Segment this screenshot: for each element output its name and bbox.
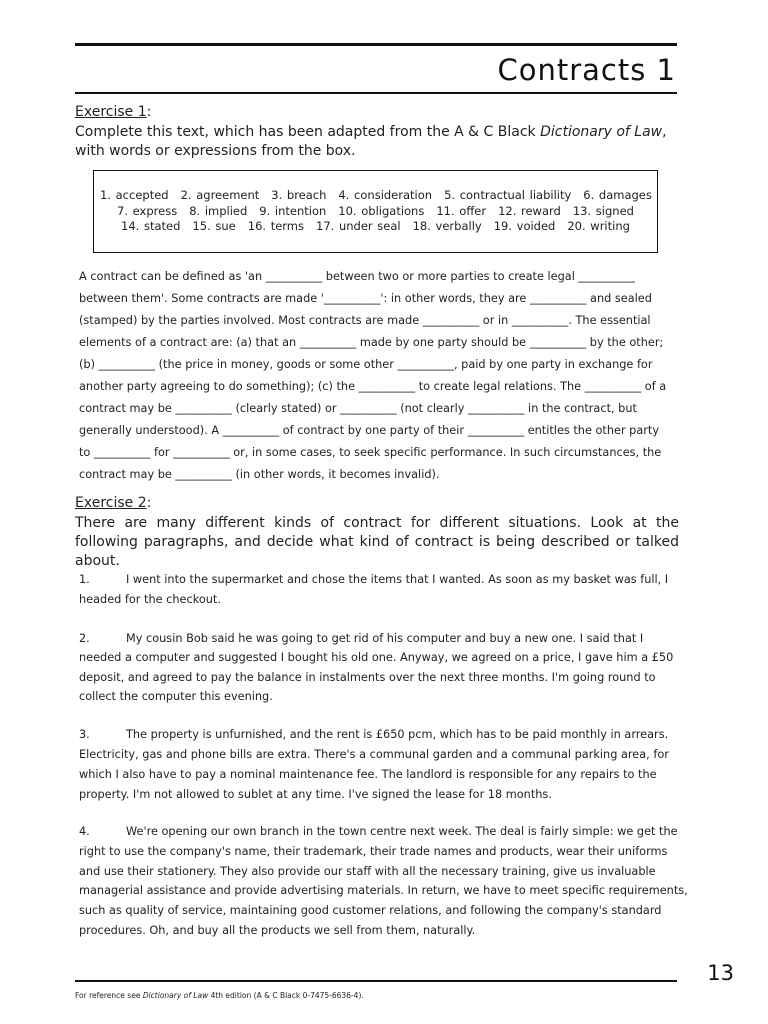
title-rule [75,92,677,94]
paragraph-text: property. I'm not allowed to sublet at any time. I've signed the lease for 18 months. [79,788,552,801]
paragraph-text: I went into the supermarket and chose the items that I wanted. As soon as my basket was full, I [126,573,669,586]
paragraph-line [79,573,668,586]
paragraph-text: We're opening our own branch in the town centre next week. The deal is fairly simple: we get the [126,825,678,838]
paragraph-number: 4. [79,825,90,838]
footer-ref-post: 4th edition (A & C Black 0-7475-6636-4). [208,991,364,1000]
gap-text-line: elements of a contract are: (a) that an __________ made by one party should be __________ by the other; [79,336,664,349]
word-box-item: 9. intention [259,204,327,218]
word-box-item: 20. writing [567,219,630,233]
exercise-1-instr-italic: Dictionary of Law [540,124,663,140]
gap-text-line: generally understood). A __________ of contract by one party of their __________ entitles the other party [79,424,660,437]
word-box-row [94,219,657,233]
exercise-1-instr-post: , with words or expressions from the box. [75,124,667,159]
gap-text-line: another party agreeing to do something); (c) the __________ to create legal relations. The __________ of a [79,380,667,393]
word-box-item: 5. contractual liability [444,188,572,202]
paragraph-line [79,825,678,838]
word-box-item: 4. consideration [338,188,433,202]
word-box-item: 17. under seal [316,219,401,233]
word-box-row [94,204,657,218]
gap-text-line: contract may be __________ (clearly stated) or __________ (not clearly __________ in the contract, but [79,402,637,415]
word-box-item: 18. verbally [412,219,482,233]
top-rule [75,43,677,46]
word-box-item: 15. sue [192,219,236,233]
gap-text-line: (b) __________ (the price in money, goods or some other __________, paid by one party in exchange for [79,358,653,371]
word-box-item: 1. accepted [100,188,169,202]
word-box-item: 14. stated [121,219,181,233]
bottom-rule [75,980,677,982]
exercise-1-instructions [75,123,679,161]
exercise-2-heading-colon: : [146,495,152,511]
paragraph-line [79,924,475,937]
paragraph-line [79,788,552,801]
word-box-item: 11. offer [436,204,487,218]
paragraph-text: and use their stationery. They also provide our staff with all the necessary training, give us invaluable [79,865,656,878]
paragraph-text: such as quality of service, maintaining good customer relations, and following the company's standard [79,904,662,917]
paragraph-text: deposit, and agreed to pay the balance in instalments over the next three months. I'm going round to [79,671,656,684]
paragraph-line [79,728,668,741]
paragraph-text: procedures. Oh, and buy all the products we sell from them, naturally. [79,924,476,937]
word-box-item: 19. voided [493,219,556,233]
exercise-1-heading [75,104,151,120]
paragraph-line [79,768,657,781]
word-box-row [94,188,657,202]
page-title: Contracts 1 [497,53,676,87]
word-box-item: 16. terms [247,219,304,233]
paragraph-text: managerial assistance and provide advertising materials. In return, we have to meet specific requirements, [79,884,688,897]
exercise-2-heading-text: Exercise 2 [75,495,147,511]
page-number: 13 [707,961,734,985]
gap-text-line: to __________ for __________ or, in some cases, to seek specific performance. In such circumstances, the [79,446,662,459]
paragraph-line [79,593,221,606]
paragraph-line [79,865,656,878]
gap-text-line: between them'. Some contracts are made '__________': in other words, they are __________ and sealed [79,292,652,305]
paragraph-text: which I also have to pay a nominal maintenance fee. The landlord is responsible for any repairs to the [79,768,657,781]
paragraph-line [79,845,667,858]
word-box-item: 7. express [117,204,178,218]
paragraph-line [79,632,643,645]
paragraph-number: 1. [79,573,90,586]
exercise-2-heading [75,495,151,511]
footer-ref-italic: Dictionary of Law [142,991,209,1000]
word-box-item: 8. implied [189,204,248,218]
paragraph-text: needed a computer and suggested I bought his old one. Anyway, we agreed on a price, I gave him a £50 [79,651,674,664]
paragraph-text: My cousin Bob said he was going to get rid of his computer and buy a new one. I said that I [126,632,644,645]
exercise-1-heading-text: Exercise 1 [75,104,147,120]
paragraph-number: 3. [79,728,90,741]
paragraph-line [79,884,688,897]
word-box-item: 13. signed [572,204,634,218]
gap-text-line: A contract can be defined as 'an __________ between two or more parties to create legal __________ [79,270,635,283]
paragraph-line [79,690,273,703]
word-box-item: 3. breach [271,188,327,202]
footer-reference [75,991,364,1000]
paragraph-text: right to use the company's name, their trademark, their trade names and products, wear their uniforms [79,845,668,858]
word-box [93,170,658,253]
paragraph-line [79,748,669,761]
paragraph-text: The property is unfurnished, and the rent is £650 pcm, which has to be paid monthly in arrears. [126,728,669,741]
paragraph-text: Electricity, gas and phone bills are extra. There's a communal garden and a communal parking area, for [79,748,669,761]
word-box-item: 10. obligations [338,204,425,218]
paragraph-line [79,651,673,664]
paragraph-number: 2. [79,632,90,645]
paragraph-line [79,671,656,684]
paragraph-text: headed for the checkout. [79,593,221,606]
word-box-item: 12. reward [498,204,561,218]
gap-text-line: (stamped) by the parties involved. Most contracts are made __________ or in __________. The essential [79,314,651,327]
word-box-item: 6. damages [583,188,652,202]
gap-text-line: contract may be __________ (in other words, it becomes invalid). [79,468,440,481]
word-box-item: 2. agreement [180,188,260,202]
exercise-2-instructions: There are many different kinds of contract for different situations. Look at the following paragraphs, and decide what kind of contract is being described or talked about. [75,515,679,569]
exercise-1-heading-colon: : [146,104,152,120]
exercise-1-instr-pre: Complete this text, which has been adapted from the A & C Black [75,124,541,140]
paragraph-text: collect the computer this evening. [79,690,273,703]
paragraph-line [79,904,661,917]
footer-ref-pre: For reference see [75,991,143,1000]
